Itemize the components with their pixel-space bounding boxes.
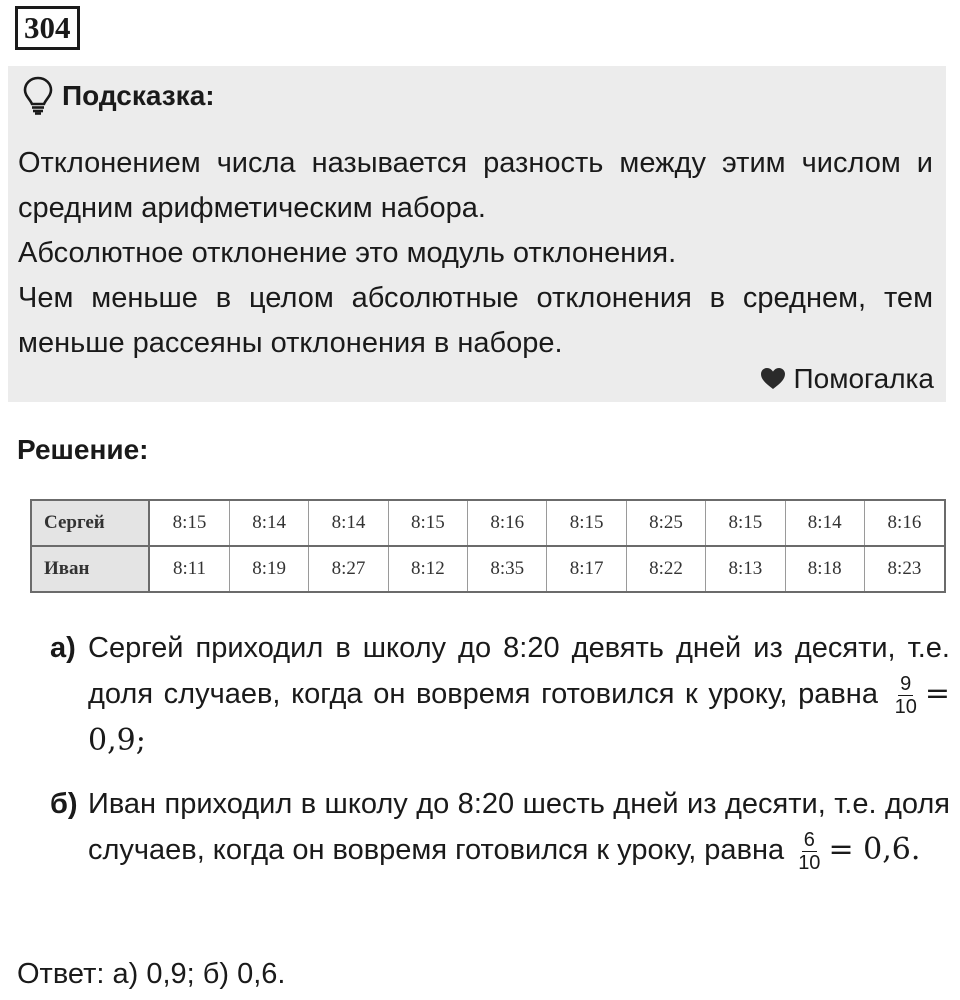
fraction-denominator: 10: [798, 851, 821, 874]
table-row: [31, 500, 945, 546]
item-text-main: Сергей приходил в школу до 8:20 девять дней из десяти, т.е. доля случаев, когда он вовремя готовился к уроку, равна: [88, 632, 950, 710]
task-number: 304: [15, 6, 80, 50]
hint-paragraph: Отклонением числа называется разность между этим числом и средним арифметическим набора.: [18, 147, 933, 224]
item-result: = 0,6.: [828, 832, 921, 867]
time-cell: 8:22: [626, 546, 705, 592]
arrival-times-table: [30, 499, 946, 593]
lightbulb-icon: [22, 76, 54, 116]
time-cell: 8:18: [785, 546, 864, 592]
hint-text: [18, 141, 933, 366]
heart-icon: [760, 367, 786, 391]
time-cell: 8:25: [626, 500, 705, 546]
hint-paragraph: Абсолютное отклонение это модуль отклонения.: [18, 237, 677, 269]
solution-title: Решение:: [17, 434, 149, 465]
item-body: [88, 626, 950, 764]
hint-box: [8, 66, 946, 402]
fraction-denominator: 10: [894, 695, 917, 718]
item-label: а): [50, 632, 76, 664]
hint-paragraph: Чем меньше в целом абсолютные отклонения в среднем, тем меньше рассеяны отклонения в наборе.: [18, 282, 933, 359]
solution-item-a: [50, 626, 950, 764]
fraction-numerator: 6: [803, 828, 815, 851]
time-cell: 8:15: [388, 500, 467, 546]
time-cell: 8:15: [706, 500, 785, 546]
row-name-cell: Иван: [31, 546, 149, 592]
time-cell: 8:14: [230, 500, 309, 546]
time-cell: 8:14: [309, 500, 388, 546]
item-text: [88, 626, 950, 764]
time-cell: 8:11: [149, 546, 230, 592]
fraction: [796, 829, 822, 874]
fraction-numerator: 9: [900, 672, 912, 695]
row-name-cell: Сергей: [31, 500, 149, 546]
time-cell: 8:12: [388, 546, 467, 592]
time-cell: 8:35: [468, 546, 547, 592]
item-text-main: Иван приходил в школу до 8:20 шесть дней из десяти, т.е. доля случаев, когда он вовремя готовился к уроку, равна: [88, 788, 950, 866]
time-cell: 8:16: [864, 500, 945, 546]
time-cell: 8:15: [149, 500, 230, 546]
final-answer: Ответ: а) 0,9; б) 0,6.: [17, 958, 286, 990]
time-cell: 8:13: [706, 546, 785, 592]
item-label: б): [50, 788, 78, 820]
credit: [760, 359, 934, 399]
credit-label: Помогалка: [793, 363, 934, 394]
time-cell: 8:14: [785, 500, 864, 546]
hint-title: Подсказка:: [62, 80, 215, 111]
fraction: [893, 673, 919, 718]
item-text: [88, 782, 950, 874]
time-cell: 8:16: [468, 500, 547, 546]
item-body: [88, 782, 950, 874]
time-cell: 8:15: [547, 500, 626, 546]
item-result: = 0,9;: [88, 676, 950, 758]
solution-item-b: [50, 782, 950, 874]
time-cell: 8:17: [547, 546, 626, 592]
time-cell: 8:23: [864, 546, 945, 592]
table-row: [31, 546, 945, 592]
time-cell: 8:27: [309, 546, 388, 592]
hint-header: [22, 76, 215, 116]
time-cell: 8:19: [230, 546, 309, 592]
